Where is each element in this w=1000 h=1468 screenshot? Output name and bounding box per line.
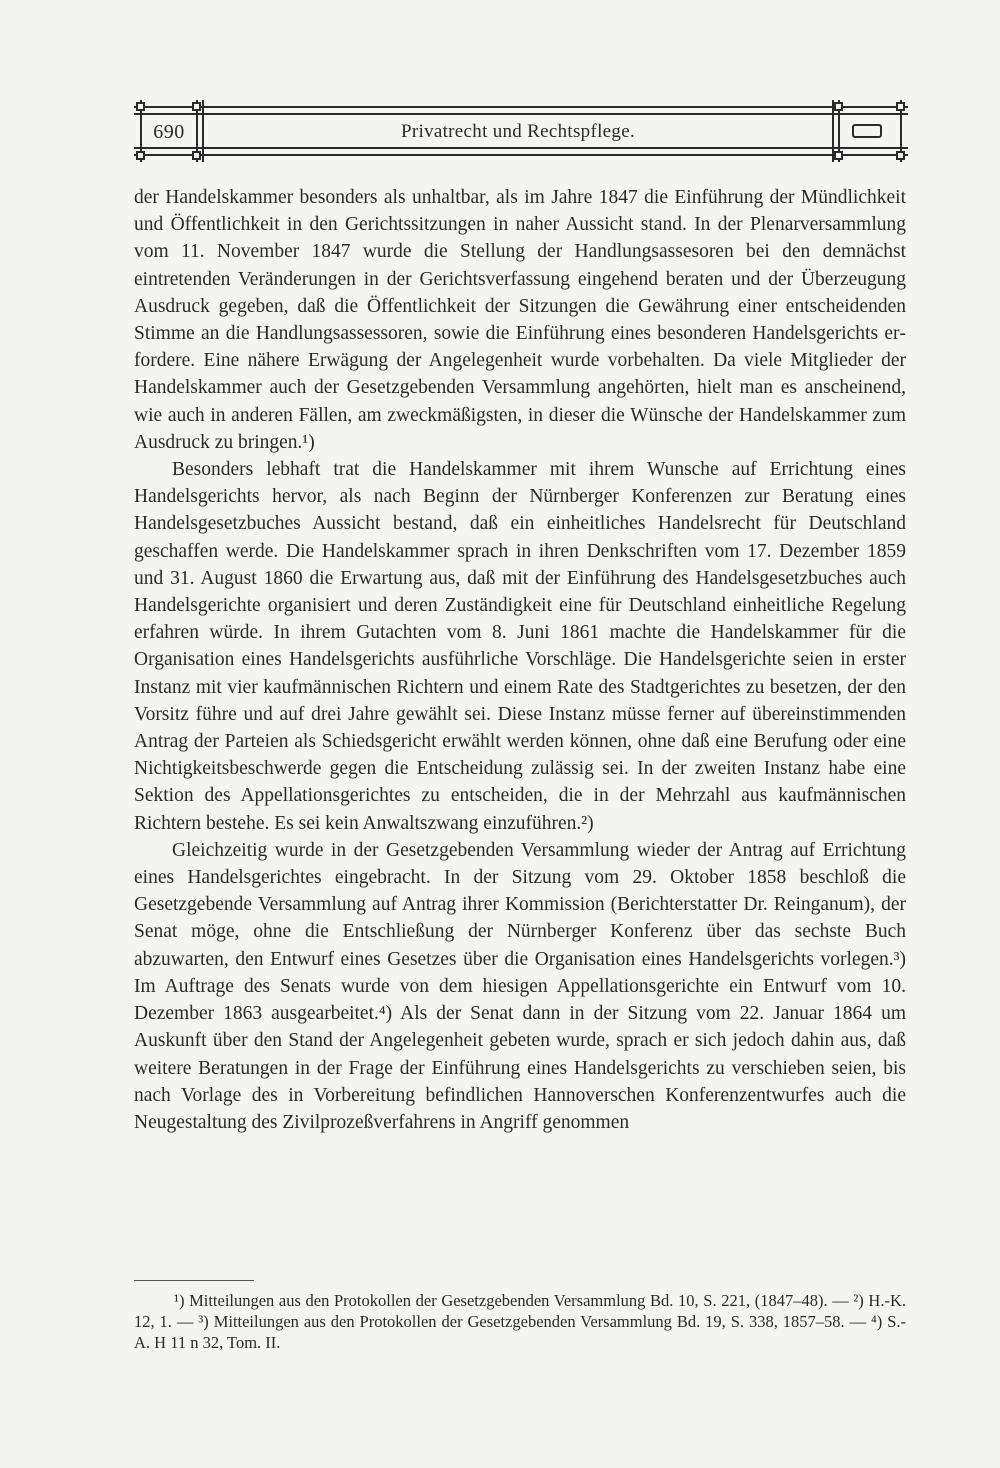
frame-corner xyxy=(834,102,843,111)
page-header xyxy=(134,100,908,162)
frame-corner xyxy=(192,151,201,160)
paragraph: Gleichzeitig wurde in der Gesetzgebenden Versammlung wieder der Antrag auf Errichtung eines Handelsgerichtes eingebracht. In der Sitzung vom 29. Oktober 1858 beschloß die Gesetzgebende Versammlung auf Antrag ihrer Kommission (Berichterstatter Dr. Reinganum), der Senat möge, ohne die Entschließung der Nürnberger Konferenz über das sechste Buch abzuwarten, den Entwurf eines Gesetzes über die Organisation eines Handelsgerichts vorlegen.³) Im Auftrage des Senats wurde von dem hiesigen Appellationsgerichte ein Entwurf vom 10. Dezember 1863 ausgearbeitet.⁴) Als der Senat dann in der Sitzung vom 22. Januar 1864 um Auskunft über den Stand der Angelegenheit gebeten wurde, sprach er sich jedoch dahin aus, daß weitere Beratungen in der Frage der Einführung eines Handelsgerichts zu verschieben seien, bis nach Vorlage des in Vorbereitung befindlichen Hannoverschen Konferenzentwurfes auch die Neugestaltung des Zivilprozeßverfahrens in Angriff genommen xyxy=(134,839,906,1133)
frame-corner xyxy=(896,151,905,160)
paragraph: Besonders lebhaft trat die Handelskammer mit ihrem Wunsche auf Errichtung eines Handelsgerichts hervor, als nach Beginn der Nürnberger Konferenzen zur Beratung eines Handelsgesetzbuches Aussicht bestand, daß ein einheitliches Handelsrecht für Deutschland geschaffen werde. Die Handelskammer sprach in ihren Denkschriften vom 17. Dezember 1859 und 31. August 1860 die Erwartung aus, daß mit der Einführung des Handelsgesetzbuches auch Handelsgerichte organisiert und deren Zuständigkeit eine für Deutschland einheitliche Regelung erfahren würde. In ihrem Gutachten vom 8. Juni 1861 machte die Handelskammer für die Organisation eines Handelsgerichts ausführliche Vorschläge. Die Handelsgerichte seien in erster Instanz mit vier kaufmännischen Richtern und einem Rate des Stadtgerichtes zu besetzen, der den Vorsitz führe und auf drei Jahre gewählt sei. Diese Instanz müsse ferner auf übereinstimmenden Antrag der Parteien als Schiedsgericht erwählt werden können, ohne daß eine Berufung oder eine Nichtigkeitsbeschwerde gegen die Entscheidung zulässig sei. In der zweiten Instanz habe eine Sektion des Appellationsgerichtes zu entscheiden, die in der Mehrzahl aus kaufmännischen Richtern bestehe. Es sei kein Anwaltszwang einzuführen.²) xyxy=(134,459,906,834)
header-rule xyxy=(134,113,908,115)
frame-corner xyxy=(834,151,843,160)
header-rule xyxy=(134,147,908,149)
frame-corner xyxy=(136,151,145,160)
footnote-rule xyxy=(134,1280,254,1281)
header-ornament-icon xyxy=(852,124,882,138)
body-text xyxy=(134,184,906,1136)
footnote-text: ¹) Mitteilungen aus den Protokollen der Gesetzgebenden Versammlung Bd. 10, S. 221, (1847–48). — ²) H.-K. 12, 1. — ³) Mitteilungen aus den Protokollen der Gesetzgebenden Versammlung Bd. 19, S. 338, 1857–58. — ⁴) S.-A. H 11 n 32, Tom. II. xyxy=(134,1291,906,1352)
header-rule xyxy=(134,106,908,108)
header-rule xyxy=(134,154,908,156)
running-title: Privatrecht und Rechtspflege. xyxy=(401,121,635,142)
page-number: 690 xyxy=(153,121,185,143)
frame-corner xyxy=(136,102,145,111)
frame-corner xyxy=(192,102,201,111)
paragraph: der Handelskammer besonders als unhaltbar, als im Jahre 1847 die Einführung der Mündlichkeit und Öffentlichkeit in den Gerichtssitzungen in naher Aussicht stand. In der Plenarversammlung vom 11. November 1847 wurde die Stellung der Handlungsassesoren bei den demnächst eintretenden Veränderungen in der Gerichtsverfassung eingehend beraten und der Überzeugung Ausdruck gegeben, daß die Öffentlichkeit der Sitzungen die Gewährung einer entscheidenden Stimme an die Handlungsassessoren, sowie die Einführung eines besonderen Handelsgerichts erfordere. Eine nähere Erwägung der Angelegenheit wurde vorbehalten. Da viele Mitglieder der Handelskammer auch der Gesetzgebenden Versammlung angehörten, hielt man es anscheinend, wie auch in anderen Fällen, am zweckmäßigsten, in dieser die Wünsche der Handelskammer zum Ausdruck zu bringen.¹) xyxy=(134,187,906,453)
footnotes xyxy=(134,1290,906,1353)
frame-corner xyxy=(896,102,905,111)
